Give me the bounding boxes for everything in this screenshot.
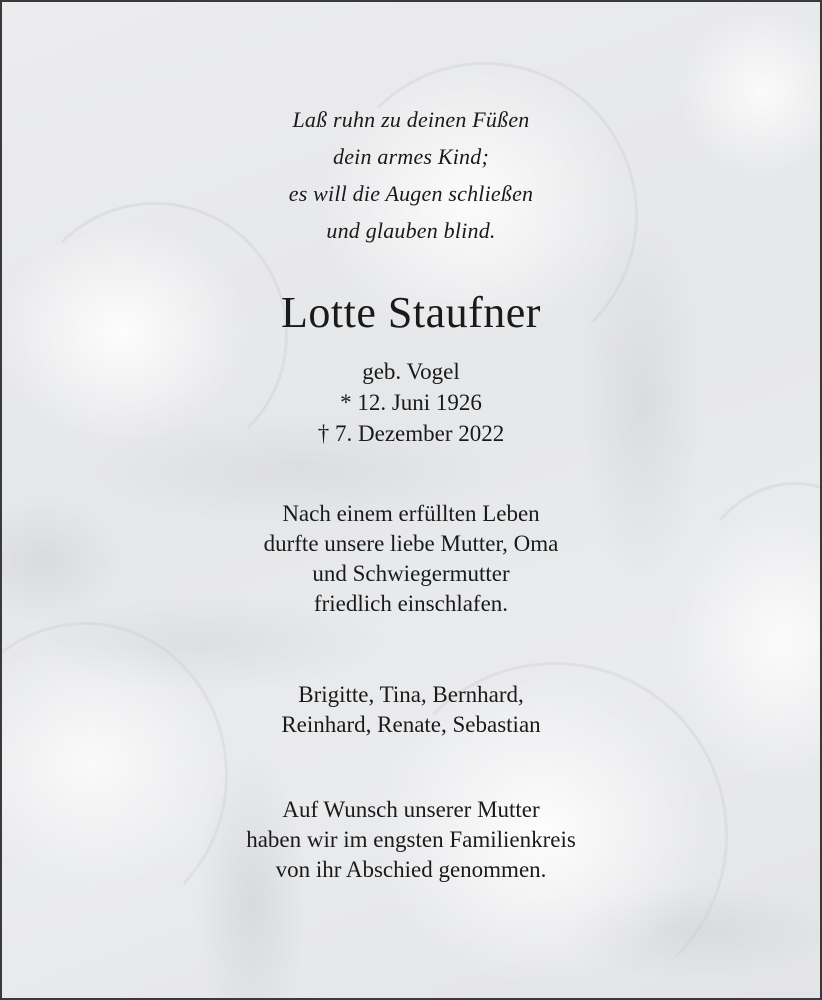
message-line: durfte unsere liebe Mutter, Oma [263,531,559,556]
birth-date: * 12. Juni 1926 [340,390,482,415]
closing-line: Auf Wunsch unserer Mutter [282,797,540,822]
family-names [2,680,820,740]
message-line: Nach einem erfüllten Leben [282,501,540,526]
message-line: friedlich einschlafen. [313,591,509,616]
deceased-name: Lotte Staufner [281,288,541,337]
family-line: Brigitte, Tina, Bernhard, [298,682,524,707]
message-line: und Schwiegermutter [312,561,510,586]
verse-line: dein armes Kind; [333,144,489,169]
verse-line: und glauben blind. [326,218,496,243]
verse-line: Laß ruhn zu deinen Füßen [292,107,530,132]
message-paragraph [2,499,820,619]
closing-paragraph [2,795,820,885]
death-date: † 7. Dezember 2022 [317,421,505,446]
maiden-name: geb. Vogel [362,359,460,384]
verse-line: es will die Augen schließen [288,181,534,206]
family-line: Reinhard, Renate, Sebastian [281,712,541,737]
closing-line: von ihr Abschied genommen. [275,857,547,882]
memorial-verse [2,101,820,249]
closing-line: haben wir im engsten Familienkreis [246,827,576,852]
life-details [2,356,820,449]
